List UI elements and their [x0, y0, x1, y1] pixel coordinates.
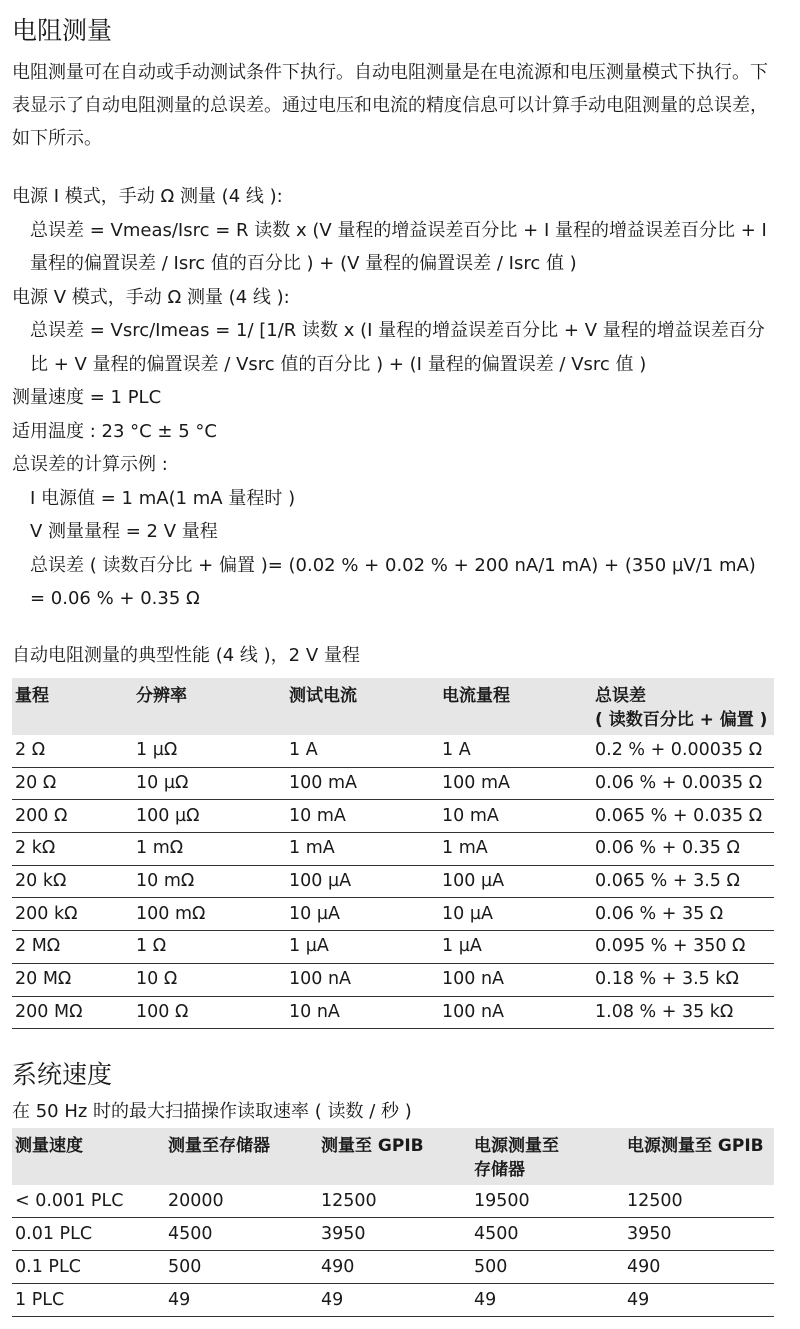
cell: 1.08 % + 35 kΩ — [592, 996, 774, 1029]
cell: 49 — [165, 1284, 318, 1317]
cell: 1 mΩ — [133, 833, 286, 866]
cell: 100 Ω — [133, 996, 286, 1029]
header-cell: 量程 — [12, 678, 133, 735]
table-header-row — [12, 1128, 774, 1185]
cell: 20 Ω — [12, 767, 133, 800]
cell: 12500 — [318, 1185, 471, 1218]
table1-caption: 自动电阻测量的典型性能 (4 线 )，2 V 量程 — [12, 645, 360, 666]
header-line: 存储器 — [474, 1160, 525, 1180]
mode-v-formula: 总误差 = Vsrc/Imeas = 1/ [1/R 读数 x (I 量程的增益误差百分比 + V 量程的增益误差百分比 + V 量程的偏置误差 / Vsrc 值的百分比 ) + (I 量程的偏置误差 / Vsrc 值 ) — [30, 320, 765, 375]
cell: 100 µΩ — [133, 800, 286, 833]
table-row — [12, 865, 774, 898]
cell: 49 — [471, 1284, 624, 1317]
cell: 500 — [165, 1251, 318, 1284]
table-row — [12, 800, 774, 833]
cell: 10 nA — [286, 996, 439, 1029]
cell: 1 A — [439, 735, 592, 767]
speed-note: 测量速度 = 1 PLC — [12, 387, 162, 408]
cell: 10 µΩ — [133, 767, 286, 800]
cell: 2 Ω — [12, 735, 133, 767]
example-title: 总误差的计算示例 : — [12, 454, 168, 475]
cell: 0.065 % + 3.5 Ω — [592, 865, 774, 898]
cell: 0.2 % + 0.00035 Ω — [592, 735, 774, 767]
cell: 10 Ω — [133, 963, 286, 996]
section-title-resistance: 电阻测量 — [12, 16, 113, 45]
cell: 100 mA — [439, 767, 592, 800]
table-row — [12, 1284, 774, 1317]
cell: 100 mA — [286, 767, 439, 800]
cell: 100 nA — [439, 996, 592, 1029]
table-row — [12, 1251, 774, 1284]
cell: 200 kΩ — [12, 898, 133, 931]
cell: 4500 — [471, 1218, 624, 1251]
table-row — [12, 898, 774, 931]
example-line-1: I 电源值 = 1 mA(1 mA 量程时 ) — [30, 487, 296, 509]
cell: 490 — [624, 1251, 774, 1284]
cell: 2 kΩ — [12, 833, 133, 866]
cell: 10 µA — [439, 898, 592, 931]
header-line: 电源测量至 — [474, 1136, 559, 1156]
cell: 3950 — [624, 1218, 774, 1251]
mode-v-title: 电源 V 模式，手动 Ω 测量 (4 线 ): — [12, 286, 290, 308]
cell: 19500 — [471, 1185, 624, 1218]
cell: 49 — [624, 1284, 774, 1317]
cell: < 0.001 PLC — [12, 1185, 165, 1218]
cell: 1 A — [286, 735, 439, 767]
mode-i-title: 电源 I 模式，手动 Ω 测量 (4 线 ): — [12, 186, 283, 207]
cell: 500 — [471, 1251, 624, 1284]
cell: 20 MΩ — [12, 963, 133, 996]
table-row — [12, 963, 774, 996]
cell: 1 µA — [286, 931, 439, 964]
table-row — [12, 1218, 774, 1251]
cell: 1 mA — [286, 833, 439, 866]
mode-i-formula: 总误差 = Vmeas/Isrc = R 读数 x (V 量程的增益误差百分比 + I 量程的增益误差百分比 + I 量程的偏置误差 / Isrc 值的百分比 ) + (V 量程的偏置误差 / Isrc 值 ) — [30, 219, 767, 274]
section-title-system-speed: 系统速度 — [12, 1060, 113, 1089]
intro-paragraph: 电阻测量可在自动或手动测试条件下执行。自动电阻测量是在电流源和电压测量模式下执行。下表显示了自动电阻测量的总误差。通过电压和电流的精度信息可以计算手动电阻测量的总误差，如下所示。 — [12, 62, 768, 149]
cell: 10 mΩ — [133, 865, 286, 898]
cell: 0.18 % + 3.5 kΩ — [592, 963, 774, 996]
cell: 20 kΩ — [12, 865, 133, 898]
header-cell — [592, 678, 774, 735]
cell: 1 Ω — [133, 931, 286, 964]
header-line: ( 读数百分比 + 偏置 ) — [595, 710, 768, 730]
cell: 20000 — [165, 1185, 318, 1218]
header-cell: 测量速度 — [12, 1128, 165, 1185]
cell: 0.095 % + 350 Ω — [592, 931, 774, 964]
cell: 1 mA — [439, 833, 592, 866]
cell: 0.01 PLC — [12, 1218, 165, 1251]
cell: 0.06 % + 0.0035 Ω — [592, 767, 774, 800]
cell: 490 — [318, 1251, 471, 1284]
table2-caption: 在 50 Hz 时的最大扫描操作读取速率 ( 读数 / 秒 ) — [12, 1101, 412, 1122]
cell: 0.065 % + 0.035 Ω — [592, 800, 774, 833]
cell: 1 µA — [439, 931, 592, 964]
cell: 0.06 % + 0.35 Ω — [592, 833, 774, 866]
cell: 49 — [318, 1284, 471, 1317]
temp-note: 适用温度 : 23 °C ± 5 °C — [12, 420, 217, 442]
formula-block — [12, 180, 774, 616]
cell: 10 mA — [439, 800, 592, 833]
header-cell: 电流量程 — [439, 678, 592, 735]
cell: 1 PLC — [12, 1284, 165, 1317]
cell: 100 nA — [439, 963, 592, 996]
cell: 100 mΩ — [133, 898, 286, 931]
header-cell: 电源测量至 GPIB — [624, 1128, 774, 1185]
table-row — [12, 996, 774, 1029]
cell: 100 nA — [286, 963, 439, 996]
cell: 10 mA — [286, 800, 439, 833]
cell: 100 µA — [439, 865, 592, 898]
cell: 0.1 PLC — [12, 1251, 165, 1284]
table-row — [12, 735, 774, 767]
table-row — [12, 767, 774, 800]
cell: 100 µA — [286, 865, 439, 898]
example-line-3: 总误差 ( 读数百分比 + 偏置 )= (0.02 % + 0.02 % + 200 nA/1 mA) + (350 µV/1 mA) = 0.06 % + 0.35 Ω — [30, 554, 756, 609]
resistance-table — [12, 678, 774, 1029]
cell: 200 Ω — [12, 800, 133, 833]
cell: 3950 — [318, 1218, 471, 1251]
cell: 200 MΩ — [12, 996, 133, 1029]
header-line: 总误差 — [595, 686, 646, 706]
header-cell: 测量至 GPIB — [318, 1128, 471, 1185]
table-row — [12, 833, 774, 866]
cell: 10 µA — [286, 898, 439, 931]
header-cell: 测试电流 — [286, 678, 439, 735]
table-header-row — [12, 678, 774, 735]
table-row — [12, 931, 774, 964]
example-line-2: V 测量量程 = 2 V 量程 — [30, 521, 218, 542]
header-cell: 测量至存储器 — [165, 1128, 318, 1185]
cell: 0.06 % + 35 Ω — [592, 898, 774, 931]
cell: 2 MΩ — [12, 931, 133, 964]
header-cell: 分辨率 — [133, 678, 286, 735]
cell: 1 µΩ — [133, 735, 286, 767]
cell: 4500 — [165, 1218, 318, 1251]
cell: 12500 — [624, 1185, 774, 1218]
table-row — [12, 1185, 774, 1218]
speed-table — [12, 1128, 774, 1317]
header-cell — [471, 1128, 624, 1185]
